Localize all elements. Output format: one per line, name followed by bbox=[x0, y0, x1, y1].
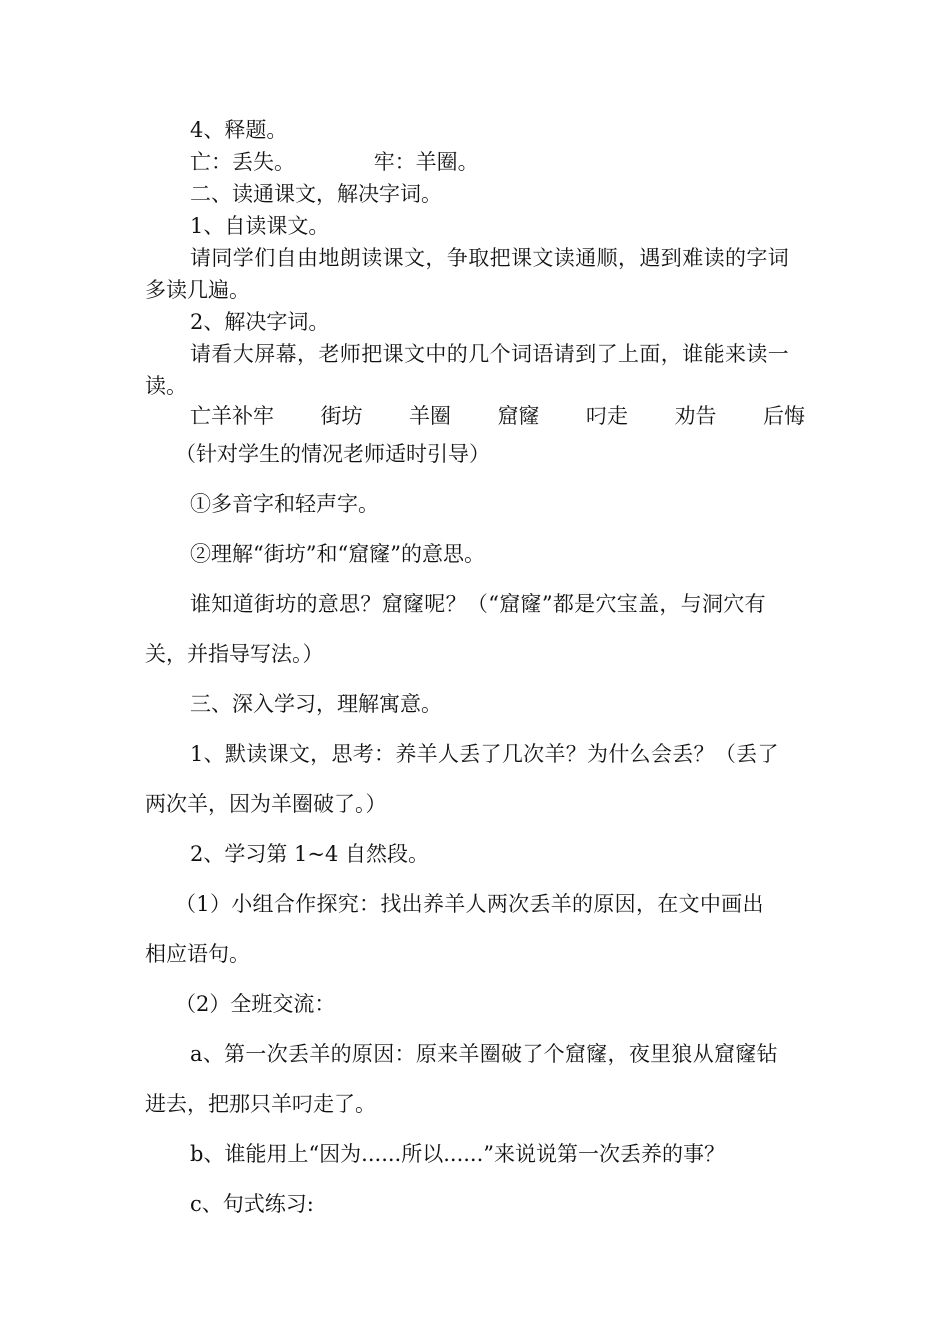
paragraph-line: 请看大屏幕，老师把课文中的几个词语请到了上面，谁能来读一 bbox=[190, 342, 790, 366]
paragraph-line: 两次羊，因为羊圈破了。） bbox=[145, 792, 387, 816]
definition-wang: 亡：丢失。 bbox=[190, 150, 295, 174]
paragraph-line: a、第一次丢羊的原因：原来羊圈破了个窟窿，夜里狼从窟窿钻 bbox=[190, 1042, 778, 1066]
step-self-read: 1、自读课文。 bbox=[190, 214, 330, 238]
vocab-word: 亡羊补牢 bbox=[190, 404, 274, 428]
point-polyphone: ①多音字和轻声字。 bbox=[190, 492, 379, 516]
paragraph-line: 读。 bbox=[145, 374, 187, 398]
section-heading-2: 二、读通课文，解决字词。 bbox=[190, 182, 442, 206]
vocab-word: 街坊 bbox=[320, 404, 363, 428]
step-discuss: （2）全班交流： bbox=[175, 992, 336, 1016]
paragraph-line: 请同学们自由地朗读课文，争取把课文读通顺，遇到难读的字词 bbox=[190, 246, 790, 270]
paragraph-line: 关，并指导写法。） bbox=[145, 642, 324, 666]
paragraph-line: 1、默读课文，思考：养羊人丢了几次羊？为什么会丢？（丢了 bbox=[190, 742, 779, 766]
paragraph-line: c、句式练习: bbox=[190, 1192, 314, 1216]
vocab-word: 羊圈 bbox=[409, 404, 451, 428]
paragraph-line: 多读几遍。 bbox=[145, 278, 250, 302]
vocab-word: 窟窿 bbox=[497, 404, 540, 428]
teacher-note: （针对学生的情况老师适时引导） bbox=[175, 442, 490, 466]
point-meaning: ②理解“街坊”和“窟窿”的意思。 bbox=[190, 542, 485, 566]
paragraph-line: b、谁能用上“因为......所以......”来说说第一次丢养的事？ bbox=[190, 1142, 726, 1166]
heading-explain-title: 4、释题。 bbox=[190, 118, 288, 142]
step-study: 2、学习第 1~4 自然段。 bbox=[190, 842, 430, 866]
paragraph-line: 进去，把那只羊叼走了。 bbox=[145, 1092, 376, 1116]
section-heading-3: 三、深入学习，理解寓意。 bbox=[190, 692, 442, 716]
step-words: 2、解决字词。 bbox=[190, 310, 330, 334]
definition-row bbox=[145, 148, 810, 176]
paragraph-line: （1）小组合作探究：找出养羊人两次丢羊的原因，在文中画出 bbox=[175, 892, 764, 916]
paragraph-line: 谁知道街坊的意思？窟窿呢？（“窟窿”都是穴宝盖，与洞穴有 bbox=[190, 592, 766, 616]
vocab-word: 叼走 bbox=[586, 404, 628, 428]
paragraph-line: 相应语句。 bbox=[145, 942, 250, 966]
vocab-list bbox=[190, 402, 805, 430]
vocab-word: 后悔 bbox=[763, 404, 805, 428]
vocab-word: 劝告 bbox=[674, 404, 717, 428]
definition-lao: 牢：羊圈。 bbox=[373, 150, 479, 174]
